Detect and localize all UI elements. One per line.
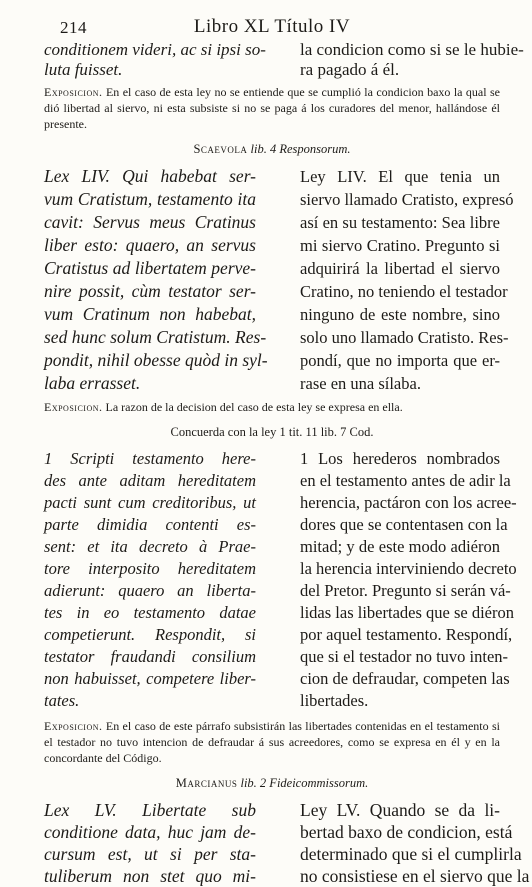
text-line: parte dimidia contenti es-	[44, 515, 256, 534]
text-line: Lex LV. Libertate sub	[44, 800, 256, 820]
page-header	[44, 0, 500, 40]
text-line: cursum est, ut si per sta-	[44, 844, 256, 864]
text-line: ra pagado á él.	[300, 60, 400, 79]
text-line: Ley LV. Quando se da li-	[300, 800, 500, 820]
text-line: tes in eo testamento datae	[44, 603, 256, 622]
page-number: 214	[60, 18, 87, 37]
text-line: tates.	[44, 691, 80, 710]
text-line: que si el testador no tuvo inten-	[300, 647, 509, 666]
text-line: 1 Los herederos nombrados	[300, 449, 500, 468]
exposition	[44, 84, 500, 132]
source-reference: lib. 4 Responsorum.	[250, 142, 351, 156]
text-line: cavit: Servus meus Cratinus	[44, 212, 256, 232]
text-line: la condicion como si se le hubie-	[300, 40, 524, 59]
paragraph-1	[44, 448, 517, 712]
text-line: dores que se contentasen con la	[300, 515, 508, 534]
text-line: determinado que si el cumplirla	[300, 844, 522, 864]
text-line: por aquel testamento. Respondí,	[300, 625, 513, 644]
text-line: así en su testamento: Sea libre	[300, 213, 500, 232]
text-line: vum Cratinum non habebat,	[44, 304, 256, 324]
text-line: en el testamento antes de adir la	[300, 471, 511, 490]
latin-column	[44, 165, 268, 395]
text-line: siervo llamado Cratisto, expresó	[300, 190, 514, 209]
text-line: pacti sunt cum creditoribus, ut	[44, 493, 256, 512]
exposition-label: Exposicion.	[44, 719, 103, 733]
text-line: mi siervo Cratino. Pregunto si	[300, 236, 500, 255]
text-line: non habuisset, competere liber-	[44, 669, 256, 688]
latin-column	[44, 448, 256, 712]
source-heading	[44, 142, 500, 157]
exposition-text: La razon de la decision del caso de esta ley se expresa en ella.	[105, 400, 403, 414]
text-line: 1 Scripti testamento here-	[44, 449, 256, 468]
top-fragment	[44, 40, 524, 80]
text-line: libertades.	[300, 691, 369, 710]
text-line: liber esto: quaero, an servus	[44, 235, 256, 255]
text-line: tore interposito hereditatem	[44, 559, 256, 578]
text-line: Cratino, no teniendo el testador	[300, 282, 508, 301]
text-line: sed hunc solum Cratistum. Res-	[44, 327, 267, 347]
source-reference: lib. 2 Fideicommissorum.	[240, 776, 369, 790]
text-line: laba errasset.	[44, 373, 141, 393]
text-line: rase en una sílaba.	[300, 374, 421, 393]
text-line: tuliberum non stet quo mi-	[44, 866, 256, 886]
text-line: solo uno llamado Cratisto. Res-	[300, 328, 509, 347]
text-line: pondí, que no importa que er-	[300, 351, 500, 370]
text-line: cion de defraudar, competen las	[300, 669, 510, 688]
text-line: vum Cratistum, testamento ita	[44, 189, 256, 209]
text-line: des ante aditam hereditatem	[44, 471, 256, 490]
source-author: Marcianus	[175, 776, 238, 790]
text-line: luta fuisset.	[44, 60, 123, 79]
text-line: Ley LIV. El que tenia un	[300, 167, 500, 186]
text-line: del Pretor. Pregunto si serán vá-	[300, 581, 511, 600]
text-line: no consistiese en el siervo que la	[300, 866, 530, 886]
latin-column	[44, 40, 266, 80]
spanish-column	[300, 448, 517, 712]
law-54	[44, 165, 514, 395]
latin-column	[44, 799, 256, 887]
text-line: conditionem videri, ac si ipsi so-	[44, 40, 266, 59]
text-line: Lex LIV. Qui habebat ser-	[44, 166, 256, 186]
exposition	[44, 718, 500, 766]
text-line: ninguno de este nombre, sino	[300, 305, 500, 324]
text-line: competierunt. Respondit, si	[44, 625, 256, 644]
spanish-column	[300, 799, 530, 887]
text-line: lidas las libertades que se diéron	[300, 603, 514, 622]
law-55	[44, 799, 530, 887]
exposition-label: Exposicion.	[44, 85, 103, 99]
running-title: Libro XL Título IV	[193, 16, 351, 37]
text-line: testator fraudandi consilium	[44, 647, 256, 666]
spanish-column	[300, 40, 524, 80]
spanish-column	[300, 165, 514, 395]
text-line: adierunt: quaero an liberta-	[44, 581, 256, 600]
concordance-heading: Concuerda con la ley 1 tit. 11 lib. 7 Cod.	[170, 425, 374, 439]
text-line: adquirirá la libertad el siervo	[300, 259, 500, 278]
exposition	[44, 399, 500, 415]
text-line: la herencia interviniendo decreto	[300, 559, 517, 578]
text-line: bertad baxo de condicion, está	[300, 822, 513, 842]
text-line: conditione data, huc jam de-	[44, 822, 256, 842]
text-line: Cratistus ad libertatem perve-	[44, 258, 256, 278]
exposition-text: En el caso de este párrafo subsistirán las libertades contenidas en el testamento si el testador no tuvo intencion de defraudar á sus acreedores, como se expresa en él y en la concordante del Código.	[44, 719, 500, 765]
text-line: pondit, nihil obesse quòd in syl-	[44, 350, 268, 370]
text-line: sent: et ita decreto à Prae-	[44, 537, 256, 556]
text-line: herencia, pactáron con los acree-	[300, 493, 517, 512]
exposition-label: Exposicion.	[44, 400, 103, 414]
source-author: Scaevola	[193, 142, 248, 156]
source-heading	[44, 776, 500, 791]
exposition-text: En el caso de esta ley no se entiende que se cumplió la condicion baxo la qual se dió libertad al siervo, ni esta subsiste si no se paga á los curadores del menor, hallándose él presente.	[44, 85, 501, 131]
text-line: nire possit, cùm testator ser-	[44, 281, 256, 301]
text-line: mitad; y de este modo adiéron	[300, 537, 500, 556]
